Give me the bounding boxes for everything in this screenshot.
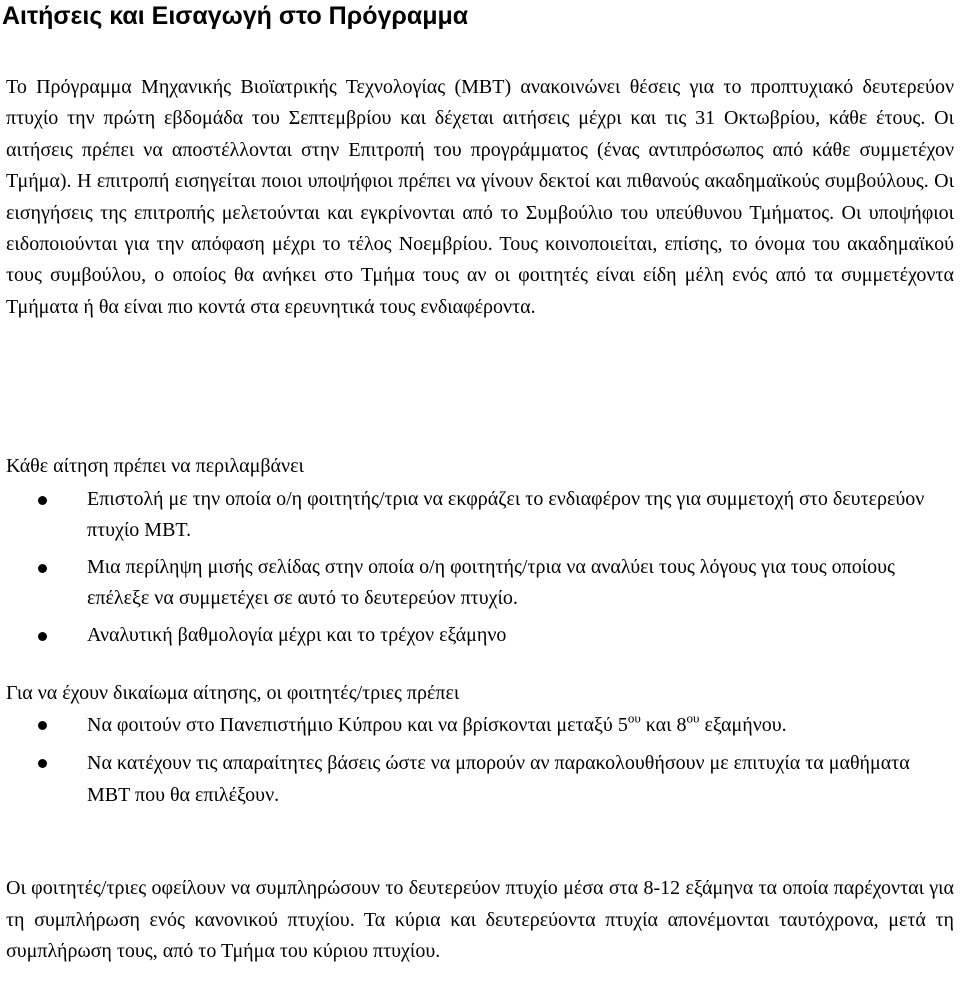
list-item-text: Επιστολή με την οποία ο/η φοιτητής/τρια να εκφράζει το ενδιαφέρον της για συμμετοχή στο δευτερεύον πτυχίο ΜΒΤ.	[87, 488, 925, 541]
ordinal-superscript: ου	[686, 710, 700, 726]
eligibility-heading: Για να έχουν δικαίωμα αίτησης, οι φοιτητές/τριες πρέπει	[6, 682, 460, 704]
bullet-icon	[38, 632, 47, 641]
application-requirements-heading: Κάθε αίτηση πρέπει να περιλαμβάνει	[6, 455, 304, 477]
ordinal-superscript: ου	[627, 710, 641, 726]
list-item-text: Μια περίληψη μισής σελίδας στην οποία ο/η φοιτητής/τρια να αναλύει τους λόγους για τους οποίους επέλεξε να συμμετέχει σε αυτό το δευτερεύον πτυχίο.	[87, 556, 895, 609]
eligibility-text-part: εξαμήνου.	[699, 714, 787, 736]
list-item	[0, 552, 954, 614]
list-item	[0, 620, 954, 651]
list-item	[0, 709, 954, 741]
list-item	[0, 484, 954, 546]
closing-paragraph: Οι φοιτητές/τριες οφείλουν να συμπληρώσουν το δευτερεύον πτυχίο μέσα στα 8-12 εξάμηνα τα οποία παρέχονται για τη συμπλήρωση ενός κανονικού πτυχίου. Τα κύρια και δευτερεύοντα πτυχία απονέμονται ταυτόχρονα, μετά τη συμπλήρωση τους, από το Τμήμα του κύριου πτυχίου.	[6, 877, 954, 963]
application-requirements-list	[0, 484, 960, 657]
list-item-text	[87, 710, 787, 736]
list-item	[0, 747, 954, 811]
list-item-text: Αναλυτική βαθμολογία μέχρι και το τρέχον εξάμηνο	[87, 624, 507, 646]
page-title: Αιτήσεις και Εισαγωγή στο Πρόγραμμα	[2, 2, 469, 30]
eligibility-list	[0, 709, 960, 817]
intro-paragraph: Το Πρόγραμμα Μηχανικής Βιοϊατρικής Τεχνολογίας (ΜΒΤ) ανακοινώνει θέσεις για το προπτυχιακό δευτερεύον πτυχίο την πρώτη εβδομάδα του Σεπτεμβρίου και δέχεται αιτήσεις μέχρι και τις 31 Οκτωβρίου, κάθε έτους. Οι αιτήσεις πρέπει να αποστέλλονται στην Επιτροπή του προγράμματος (ένας αντιπρόσωπος από κάθε συμμετέχον Τμήμα). Η επιτροπή εισηγείται ποιοι υποψήφιοι πρέπει να γίνουν δεκτοί και πιθανούς ακαδημαϊκούς συμβούλους. Οι εισηγήσεις της επιτροπής μελετούνται και εγκρίνονται από το Συμβούλιο του υπεύθυνου Τμήματος. Οι υποψήφιοι ειδοποιούνται για την απόφαση μέχρι το τέλος Νοεμβρίου. Τους κοινοποιείται, επίσης, το όνομα του ακαδημαϊκού τους συμβούλου, ο οποίος θα ανήκει στο Τμήμα τους αν οι φοιτητές είναι είδη μέλη ενός από τα συμμετέχοντα Τμήματα ή θα είναι πιο κοντά στα ερευνητικά τους ενδιαφέροντα.	[6, 76, 954, 318]
bullet-icon	[38, 496, 47, 505]
bullet-icon	[38, 759, 47, 768]
eligibility-text-part: και 8	[640, 714, 687, 736]
bullet-icon	[38, 721, 47, 730]
eligibility-text-part: Να φοιτούν στο Πανεπιστήμιο Κύπρου και να βρίσκονται μεταξύ 5	[87, 714, 628, 736]
bullet-icon	[38, 564, 47, 573]
list-item-text: Να κατέχουν τις απαραίτητες βάσεις ώστε να μπορούν αν παρακολουθήσουν με επιτυχία τα μαθήματα ΜΒΤ που θα επιλέξουν.	[87, 752, 910, 806]
